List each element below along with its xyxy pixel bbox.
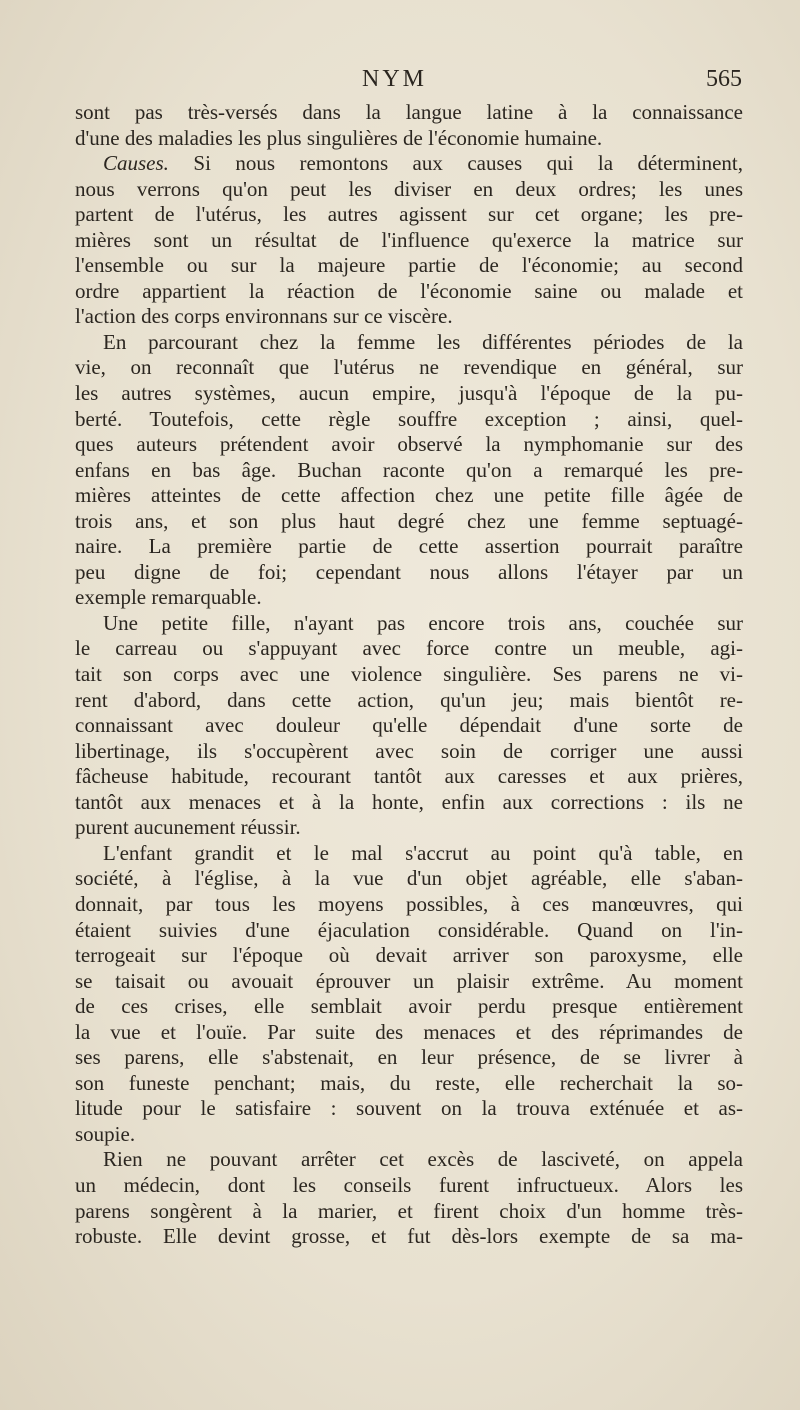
text-line: rent d'abord, dans cette action, qu'un jeu; mais bientôt re- — [75, 687, 743, 712]
text-line: partent de l'utérus, les autres agissent sur cet organe; les pre- — [75, 202, 743, 227]
text-line: purent aucunement réussir. — [75, 815, 301, 840]
text-line: mières sont un résultat de l'influence qu'exerce la matrice sur — [75, 227, 743, 252]
text-line: connaissant avec douleur qu'elle dépendait d'une sorte de — [75, 713, 743, 738]
text-line: Une petite fille, n'ayant pas encore trois ans, couchée sur — [103, 610, 743, 635]
text-line: fâcheuse habitude, recourant tantôt aux caresses et aux prières, — [75, 764, 743, 789]
body-text — [75, 100, 743, 1250]
text-line: parens songèrent à la marier, et firent choix d'un homme très- — [75, 1198, 743, 1223]
text-line: société, à l'église, à la vue d'un objet agréable, elle s'aban- — [75, 866, 743, 891]
text-line: soupie. — [75, 1121, 136, 1146]
text-line: un médecin, dont les conseils furent infructueux. Alors les — [75, 1172, 743, 1197]
text-line: peu digne de foi; cependant nous allons l'étayer par un — [75, 559, 743, 584]
text-line-rest: Si nous remontons aux causes qui la déterminent, — [193, 151, 743, 176]
page-header — [0, 66, 800, 96]
text-line: tantôt aux menaces et à la honte, enfin aux corrections : ils ne — [75, 789, 743, 814]
text-line: l'ensemble ou sur la majeure partie de l'économie; au second — [75, 253, 743, 278]
text-line: ses parens, elle s'abstenait, en leur présence, de se livrer à — [75, 1045, 743, 1070]
text-line: naire. La première partie de cette assertion pourrait paraître — [75, 534, 743, 559]
text-line: d'une des maladies les plus singulières de l'économie humaine. — [75, 125, 603, 150]
text-line: se taisait ou avouait éprouver un plaisir extrême. Au moment — [75, 968, 743, 993]
text-line: enfans en bas âge. Buchan raconte qu'on a remarqué les pre- — [75, 457, 743, 482]
text-line: donnait, par tous les moyens possibles, à ces manœuvres, qui — [75, 891, 743, 916]
text-line: litude pour le satisfaire : souvent on la trouva exténuée et as- — [75, 1096, 743, 1121]
text-line: les autres systèmes, aucun empire, jusqu'à l'époque de la pu- — [75, 381, 743, 406]
text-line: berté. Toutefois, cette règle souffre exception ; ainsi, quel- — [75, 406, 743, 431]
text-line: robuste. Elle devint grosse, et fut dès-lors exempte de sa ma- — [75, 1224, 743, 1249]
text-line: terrogeait sur l'époque où devait arriver son paroxysme, elle — [75, 943, 743, 968]
text-line: l'action des corps environnans sur ce viscère. — [75, 304, 453, 329]
text-line: étaient suivies d'une éjaculation considérable. Quand on l'in- — [75, 917, 743, 942]
text-line: En parcourant chez la femme les différentes périodes de la — [103, 329, 743, 354]
text-line: L'enfant grandit et le mal s'accrut au point qu'à table, en — [103, 840, 743, 865]
text-line: Rien ne pouvant arrêter cet excès de lasciveté, on appela — [103, 1147, 743, 1172]
text-line: ordre appartient la réaction de l'économie saine ou malade et — [75, 278, 743, 303]
section-lead: Causes. — [103, 151, 169, 176]
text-line: exemple remarquable. — [75, 585, 262, 610]
running-title: NYM — [362, 66, 428, 92]
text-line: sont pas très-versés dans la langue latine à la connaissance — [75, 100, 743, 124]
text-line: la vue et l'ouïe. Par suite des menaces et des réprimandes de — [75, 1019, 743, 1044]
page-number: 565 — [706, 66, 742, 92]
text-line: libertinage, ils s'occupèrent avec soin de corriger une aussi — [75, 738, 743, 763]
text-line: mières atteintes de cette affection chez une petite fille âgée de — [75, 483, 743, 508]
text-line: ques auteurs prétendent avoir observé la nymphomanie sur des — [75, 432, 743, 457]
text-line: de ces crises, elle semblait avoir perdu presque entièrement — [75, 994, 743, 1019]
text-line: son funeste penchant; mais, du reste, elle recherchait la so- — [75, 1070, 743, 1095]
text-line: vie, on reconnaît que l'utérus ne revendique en général, sur — [75, 355, 743, 380]
text-line — [75, 151, 743, 177]
text-line: nous verrons qu'on peut les diviser en deux ordres; les unes — [75, 176, 743, 201]
text-line: le carreau ou s'appuyant avec force contre un meuble, agi- — [75, 636, 743, 661]
text-line: trois ans, et son plus haut degré chez une femme septuagé- — [75, 508, 743, 533]
text-line: tait son corps avec une violence singulière. Ses parens ne vi- — [75, 662, 743, 687]
